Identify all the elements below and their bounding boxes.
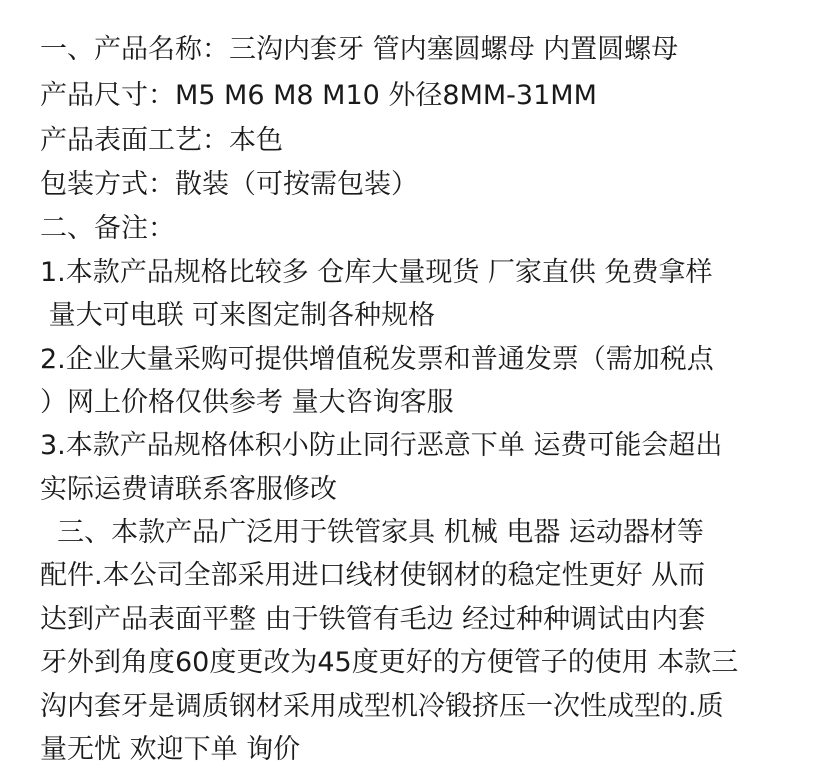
text-line-product-size: 产品尺寸：M5 M6 M8 M10 外径8MM-31MM bbox=[40, 80, 597, 111]
text-line-note-1-a: 1.本款产品规格比较多 仓库大量现货 厂家直供 免费拿样 bbox=[40, 257, 713, 288]
text-line-product-name: 一、产品名称：三沟内套牙 管内塞圆螺母 内置圆螺母 bbox=[40, 34, 679, 65]
text-line-notes-heading: 二、备注： bbox=[40, 213, 175, 244]
text-line-note-1-b: 量大可电联 可来图定制各种规格 bbox=[40, 300, 436, 331]
text-line-section-3-c: 达到产品表面平整 由于铁管有毛边 经过种种调试由内套 bbox=[40, 604, 706, 635]
text-line-section-3-b: 配件.本公司全部采用进口线材使钢材的稳定性更好 从而 bbox=[40, 560, 706, 591]
text-line-section-3-f: 量无忧 欢迎下单 询价 bbox=[40, 734, 301, 765]
text-line-surface-finish: 产品表面工艺：本色 bbox=[40, 125, 283, 156]
text-line-section-3-e: 沟内套牙是调质钢材采用成型机冷锻挤压一次性成型的.质 bbox=[40, 691, 724, 722]
text-line-note-2-a: 2.企业大量采购可提供增值税发票和普通发票（需加税点 bbox=[40, 344, 714, 375]
text-line-section-3-d: 牙外到角度60度更改为45度更好的方便管子的使用 本款三 bbox=[40, 647, 739, 678]
text-line-packaging: 包装方式：散装（可按需包装） bbox=[40, 169, 418, 200]
text-line-note-2-b: ）网上价格仅供参考 量大咨询客服 bbox=[40, 387, 454, 418]
text-line-note-3-a: 3.本款产品规格体积小防止同行恶意下单 运费可能会超出 bbox=[40, 430, 723, 461]
text-line-section-3-a: 三、本款产品广泛用于铁管家具 机械 电器 运动器材等 bbox=[40, 517, 704, 548]
text-line-note-3-b: 实际运费请联系客服修改 bbox=[40, 474, 337, 505]
